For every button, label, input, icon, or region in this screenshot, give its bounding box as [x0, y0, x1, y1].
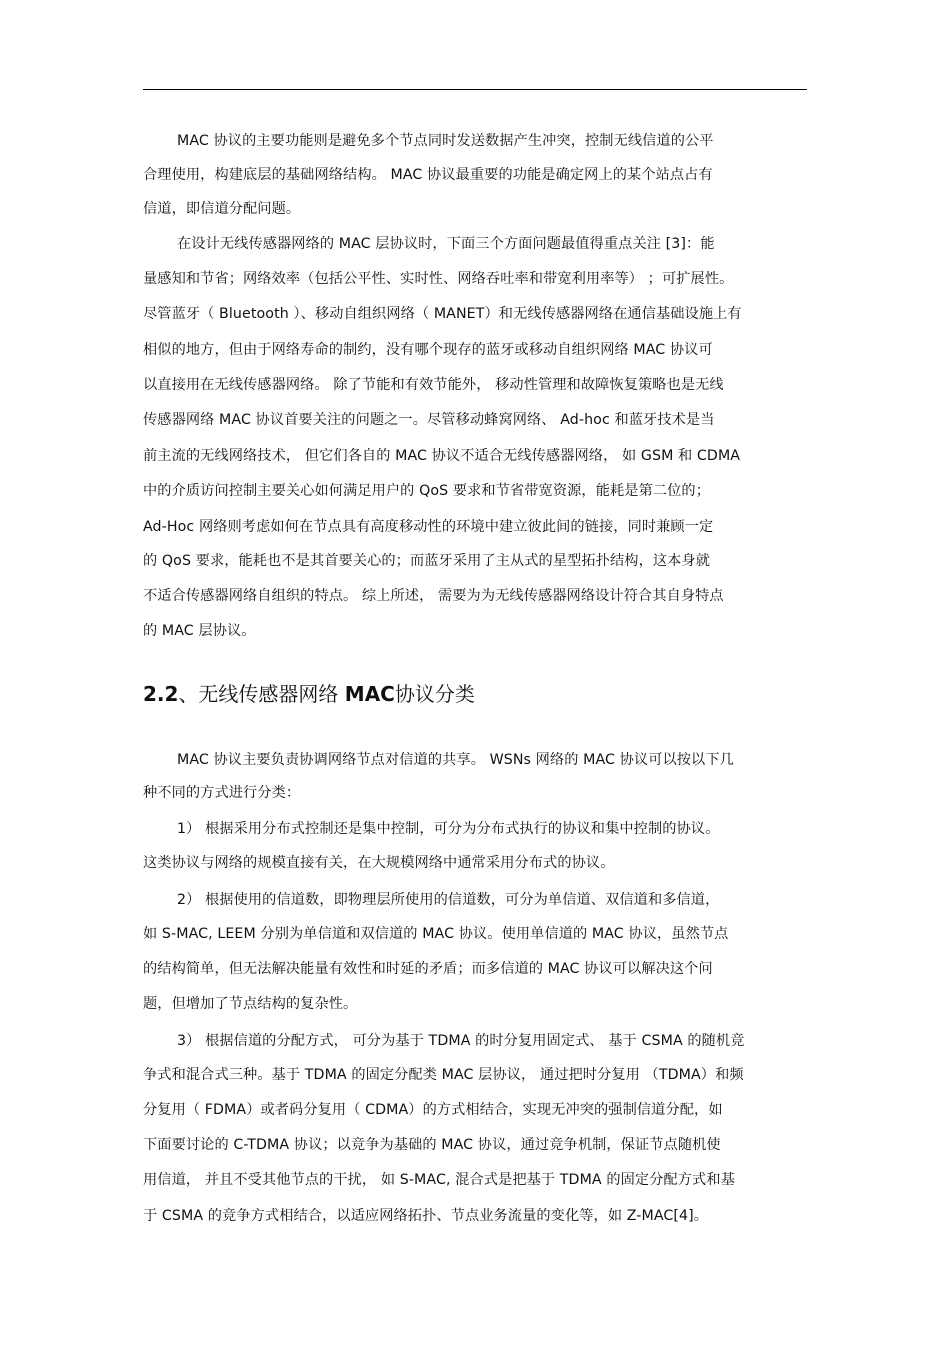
text-line: 中的介质访问控制主要关心如何满足用户的 QoS 要求和节省带宽资源，能耗是第二位的；: [143, 483, 711, 499]
text-line: 3） 根据信道的分配方式， 可分为基于 TDMA 的时分复用固定式、 基于 CSMA 的随机竞: [177, 1033, 745, 1049]
text-line: 下面要讨论的 C-TDMA 协议；以竞争为基础的 MAC 协议，通过竞争机制，保证节点随机使: [143, 1137, 721, 1153]
text-line: Ad-Hoc 网络则考虑如何在节点具有高度移动性的环境中建立彼此间的链接，同时兼顾一定: [143, 519, 714, 535]
text-line: 不适合传感器网络自组织的特点。 综上所述， 需要为为无线传感器网络设计符合其自身特点: [143, 588, 724, 604]
text-line: 以直接用在无线传感器网络。 除了节能和有效节能外， 移动性管理和故障恢复策略也是无线: [143, 377, 724, 393]
header-rule: [143, 89, 807, 90]
text-line: 于 CSMA 的竞争方式相结合，以适应网络拓扑、节点业务流量的变化等，如 Z-MAC[4]。: [143, 1208, 709, 1224]
section-title-mac: MAC: [344, 682, 395, 706]
text-line: 前主流的无线网络技术， 但它们各自的 MAC 协议不适合无线传感器网络， 如 GSM 和 CDMA: [143, 448, 741, 464]
section-heading: [143, 681, 475, 707]
text-line: 信道，即信道分配问题。: [143, 201, 301, 217]
text-line: 争式和混合式三种。基于 TDMA 的固定分配类 MAC 层协议， 通过把时分复用 （TDMA）和频: [143, 1067, 744, 1083]
text-line: 分复用（ FDMA）或者码分复用（ CDMA）的方式相结合，实现无冲突的强制信道分配，如: [143, 1102, 723, 1118]
text-line: 量感知和节省；网络效率（包括公平性、实时性、网络吞吐率和带宽利用率等） ；可扩展性。: [143, 271, 734, 287]
text-line: 如 S-MAC, LEEM 分别为单信道和双信道的 MAC 协议。使用单信道的 MAC 协议，虽然节点: [143, 926, 729, 942]
text-line: 合理使用，构建底层的基础网络结构。 MAC 协议最重要的功能是确定网上的某个站点占有: [143, 167, 713, 183]
text-line: 的结构简单，但无法解决能量有效性和时延的矛盾；而多信道的 MAC 协议可以解决这个问: [143, 961, 713, 977]
text-line: 相似的地方，但由于网络寿命的制约，没有哪个现存的蓝牙或移动自组织网络 MAC 协议可: [143, 342, 713, 358]
text-line: 尽管蓝牙（ Bluetooth ）、移动自组织网络（ MANET）和无线传感器网络在通信基础设施上有: [143, 306, 742, 322]
text-line: 用信道， 并且不受其他节点的干扰， 如 S-MAC, 混合式是把基于 TDMA 的固定分配方式和基: [143, 1172, 735, 1188]
text-line: 的 MAC 层协议。: [143, 623, 256, 639]
text-line: 1） 根据采用分布式控制还是集中控制，可分为分布式执行的协议和集中控制的协议。: [177, 821, 720, 837]
text-line: 种不同的方式进行分类：: [143, 785, 301, 801]
section-title-prefix: 、无线传感器网络: [178, 682, 345, 706]
text-line: 这类协议与网络的规模直接有关，在大规模网络中通常采用分布式的协议。: [143, 855, 615, 871]
text-line: 传感器网络 MAC 协议首要关注的问题之一。尽管移动蜂窝网络、 Ad-hoc 和蓝牙技术是当: [143, 412, 715, 428]
text-line: 2） 根据使用的信道数，即物理层所使用的信道数，可分为单信道、双信道和多信道，: [177, 892, 720, 908]
text-line: MAC 协议的主要功能则是避免多个节点同时发送数据产生冲突，控制无线信道的公平: [177, 133, 714, 149]
text-line: MAC 协议主要负责协调网络节点对信道的共享。 WSNs 网络的 MAC 协议可以按以下几: [177, 752, 734, 768]
section-number: 2.2: [143, 682, 179, 706]
text-line: 的 QoS 要求，能耗也不是其首要关心的；而蓝牙采用了主从式的星型拓扑结构，这本身就: [143, 553, 711, 569]
text-line: 在设计无线传感器网络的 MAC 层协议时，下面三个方面问题最值得重点关注 [3]：能: [177, 236, 715, 252]
section-title-suffix: 协议分类: [394, 682, 475, 706]
text-line: 题，但增加了节点结构的复杂性。: [143, 996, 358, 1012]
